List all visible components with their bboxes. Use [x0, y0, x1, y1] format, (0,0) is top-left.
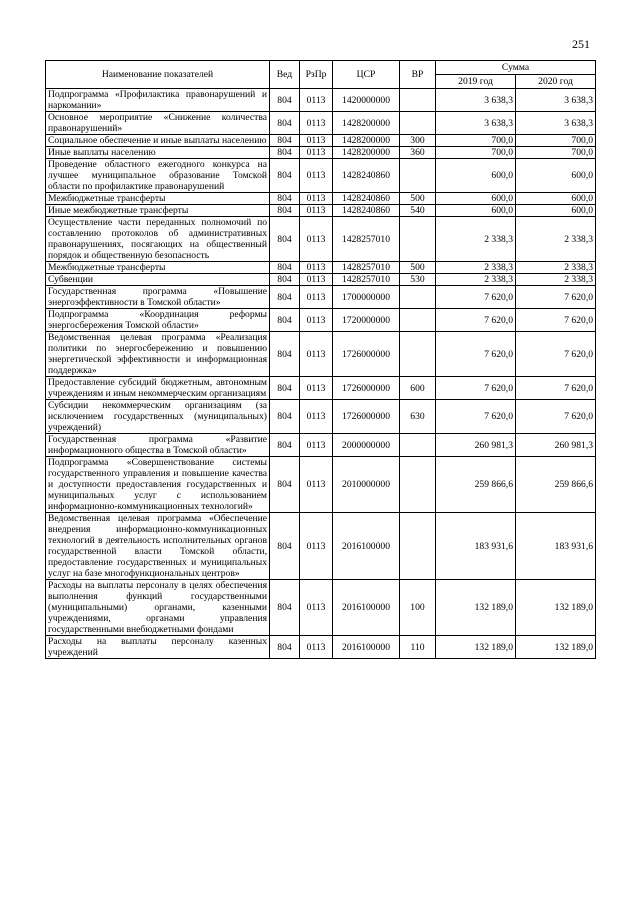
cell-sum-2019: 600,0: [436, 193, 516, 205]
cell-rzpr: 0113: [300, 135, 333, 147]
cell-csr: 1428240860: [333, 205, 400, 217]
cell-rzpr: 0113: [300, 274, 333, 286]
header-year-2019: 2019 год: [436, 75, 516, 89]
cell-rzpr: 0113: [300, 309, 333, 332]
cell-sum-2020: 600,0: [516, 193, 596, 205]
cell-ved: 804: [270, 205, 300, 217]
cell-sum-2020: 600,0: [516, 205, 596, 217]
cell-name: Иные межбюджетные трансферты: [46, 205, 270, 217]
cell-vr: [400, 513, 436, 580]
cell-ved: 804: [270, 580, 300, 636]
cell-sum-2019: 2 338,3: [436, 262, 516, 274]
cell-name: Расходы на выплаты персоналу в целях обеспечения выполнения функций государственными (муниципальными) органами, казенными учреждениями, органами управления государственными внебюджетными фондами: [46, 580, 270, 636]
cell-name: Осуществление части переданных полномочий по составлению протоколов об административных правонарушениях, посягающих на общественный порядок и общественную безопасность: [46, 217, 270, 262]
header-csr: ЦСР: [333, 61, 400, 89]
cell-vr: [400, 89, 436, 112]
cell-vr: 500: [400, 262, 436, 274]
cell-csr: 1428257010: [333, 274, 400, 286]
cell-sum-2019: 132 189,0: [436, 580, 516, 636]
cell-sum-2020: 600,0: [516, 159, 596, 193]
cell-csr: 1726000000: [333, 400, 400, 434]
cell-sum-2019: 600,0: [436, 159, 516, 193]
cell-ved: 804: [270, 309, 300, 332]
cell-sum-2020: 183 931,6: [516, 513, 596, 580]
cell-sum-2020: 700,0: [516, 147, 596, 159]
cell-name: Подпрограмма «Профилактика правонарушений и наркомании»: [46, 89, 270, 112]
cell-csr: 1428200000: [333, 112, 400, 135]
cell-vr: [400, 159, 436, 193]
cell-vr: 110: [400, 636, 436, 659]
table-row: [46, 274, 596, 286]
cell-sum-2020: 7 620,0: [516, 286, 596, 309]
cell-vr: [400, 217, 436, 262]
cell-sum-2020: 7 620,0: [516, 332, 596, 377]
cell-rzpr: 0113: [300, 513, 333, 580]
cell-name: Подпрограмма «Совершенствование системы государственного управления и повышение качества и доступности предоставления государственных и муниципальных услуг с использованием информационно-коммуникационных технологий»: [46, 457, 270, 513]
cell-csr: 1428240860: [333, 159, 400, 193]
cell-vr: 600: [400, 377, 436, 400]
cell-ved: 804: [270, 112, 300, 135]
cell-rzpr: 0113: [300, 332, 333, 377]
cell-rzpr: 0113: [300, 112, 333, 135]
cell-vr: [400, 309, 436, 332]
cell-ved: 804: [270, 193, 300, 205]
cell-sum-2019: 7 620,0: [436, 309, 516, 332]
cell-vr: [400, 286, 436, 309]
header-ved: Вед: [270, 61, 300, 89]
table-row: [46, 309, 596, 332]
table-row: [46, 159, 596, 193]
cell-name: Расходы на выплаты персоналу казенных учреждений: [46, 636, 270, 659]
cell-sum-2019: 3 638,3: [436, 112, 516, 135]
table-row: [46, 377, 596, 400]
cell-name: Социальное обеспечение и иные выплаты населению: [46, 135, 270, 147]
cell-rzpr: 0113: [300, 580, 333, 636]
cell-name: Иные выплаты населению: [46, 147, 270, 159]
cell-sum-2019: 3 638,3: [436, 89, 516, 112]
table-row: [46, 636, 596, 659]
cell-vr: 500: [400, 193, 436, 205]
cell-vr: 530: [400, 274, 436, 286]
cell-vr: [400, 434, 436, 457]
page-number: 251: [572, 37, 590, 51]
table-body: [46, 89, 596, 659]
cell-sum-2019: 600,0: [436, 205, 516, 217]
cell-name: Ведомственная целевая программа «Обеспечение внедрения информационно-коммуникационных технологий в деятельность исполнительных органов государственной власти Томской области, предоставление государственных и муниципальных услуг на базе многофункциональных центров»: [46, 513, 270, 580]
cell-sum-2019: 2 338,3: [436, 217, 516, 262]
cell-ved: 804: [270, 400, 300, 434]
table-row: [46, 332, 596, 377]
cell-name: Субсидии некоммерческим организациям (за исключением государственных (муниципальных) учреждений): [46, 400, 270, 434]
table-row: [46, 286, 596, 309]
cell-ved: 804: [270, 159, 300, 193]
cell-sum-2019: 7 620,0: [436, 332, 516, 377]
cell-sum-2020: 3 638,3: [516, 89, 596, 112]
cell-rzpr: 0113: [300, 159, 333, 193]
cell-vr: 630: [400, 400, 436, 434]
cell-csr: 2010000000: [333, 457, 400, 513]
cell-name: Проведение областного ежегодного конкурса на лучшее муниципальное образование Томской области по профилактике правонарушений: [46, 159, 270, 193]
cell-csr: 1428200000: [333, 135, 400, 147]
cell-sum-2020: 7 620,0: [516, 309, 596, 332]
cell-rzpr: 0113: [300, 377, 333, 400]
cell-csr: 1700000000: [333, 286, 400, 309]
cell-ved: 804: [270, 636, 300, 659]
cell-ved: 804: [270, 217, 300, 262]
header-sum: Сумма: [436, 61, 596, 75]
cell-rzpr: 0113: [300, 457, 333, 513]
cell-ved: 804: [270, 513, 300, 580]
cell-rzpr: 0113: [300, 434, 333, 457]
cell-sum-2020: 2 338,3: [516, 262, 596, 274]
cell-csr: 1428200000: [333, 147, 400, 159]
cell-vr: [400, 112, 436, 135]
cell-csr: 2016100000: [333, 580, 400, 636]
cell-sum-2020: 2 338,3: [516, 274, 596, 286]
cell-sum-2020: 132 189,0: [516, 580, 596, 636]
table-row: [46, 89, 596, 112]
cell-rzpr: 0113: [300, 262, 333, 274]
cell-vr: [400, 457, 436, 513]
cell-sum-2020: 259 866,6: [516, 457, 596, 513]
table-row: [46, 400, 596, 434]
cell-sum-2019: 7 620,0: [436, 286, 516, 309]
table-row: [46, 457, 596, 513]
cell-vr: 540: [400, 205, 436, 217]
header-rzpr: РзПр: [300, 61, 333, 89]
cell-sum-2019: 7 620,0: [436, 377, 516, 400]
cell-sum-2019: 132 189,0: [436, 636, 516, 659]
cell-ved: 804: [270, 434, 300, 457]
cell-sum-2019: 2 338,3: [436, 274, 516, 286]
cell-vr: 300: [400, 135, 436, 147]
table-row: [46, 434, 596, 457]
cell-vr: [400, 332, 436, 377]
cell-csr: 1720000000: [333, 309, 400, 332]
cell-rzpr: 0113: [300, 636, 333, 659]
cell-ved: 804: [270, 262, 300, 274]
table-row: [46, 112, 596, 135]
cell-sum-2019: 183 931,6: [436, 513, 516, 580]
cell-rzpr: 0113: [300, 89, 333, 112]
table-row: [46, 205, 596, 217]
budget-table: [45, 60, 596, 659]
cell-rzpr: 0113: [300, 147, 333, 159]
cell-sum-2019: 260 981,3: [436, 434, 516, 457]
cell-sum-2020: 260 981,3: [516, 434, 596, 457]
cell-vr: 100: [400, 580, 436, 636]
cell-ved: 804: [270, 457, 300, 513]
header-year-2020: 2020 год: [516, 75, 596, 89]
cell-rzpr: 0113: [300, 205, 333, 217]
cell-csr: 2016100000: [333, 636, 400, 659]
cell-name: Межбюджетные трансферты: [46, 262, 270, 274]
cell-rzpr: 0113: [300, 217, 333, 262]
cell-csr: 2016100000: [333, 513, 400, 580]
cell-sum-2019: 700,0: [436, 135, 516, 147]
cell-sum-2020: 3 638,3: [516, 112, 596, 135]
table-row: [46, 135, 596, 147]
cell-rzpr: 0113: [300, 400, 333, 434]
cell-csr: 1420000000: [333, 89, 400, 112]
table-row: [46, 262, 596, 274]
cell-name: Межбюджетные трансферты: [46, 193, 270, 205]
cell-sum-2020: 2 338,3: [516, 217, 596, 262]
cell-ved: 804: [270, 135, 300, 147]
cell-csr: 1428257010: [333, 262, 400, 274]
cell-ved: 804: [270, 89, 300, 112]
cell-name: Субвенции: [46, 274, 270, 286]
cell-rzpr: 0113: [300, 193, 333, 205]
cell-ved: 804: [270, 147, 300, 159]
cell-sum-2019: 7 620,0: [436, 400, 516, 434]
cell-name: Подпрограмма «Координация реформы энергосбережения Томской области»: [46, 309, 270, 332]
cell-name: Предоставление субсидий бюджетным, автономным учреждениям и иным некоммерческим организациям: [46, 377, 270, 400]
cell-name: Государственная программа «Повышение энергоэффективности в Томской области»: [46, 286, 270, 309]
cell-csr: 2000000000: [333, 434, 400, 457]
table-row: [46, 513, 596, 580]
cell-csr: 1726000000: [333, 377, 400, 400]
table-row: [46, 580, 596, 636]
cell-ved: 804: [270, 332, 300, 377]
cell-sum-2020: 7 620,0: [516, 400, 596, 434]
cell-vr: 360: [400, 147, 436, 159]
cell-sum-2020: 7 620,0: [516, 377, 596, 400]
cell-csr: 1428257010: [333, 217, 400, 262]
cell-ved: 804: [270, 377, 300, 400]
cell-ved: 804: [270, 286, 300, 309]
header-vr: ВР: [400, 61, 436, 89]
table-row: [46, 217, 596, 262]
cell-csr: 1726000000: [333, 332, 400, 377]
cell-rzpr: 0113: [300, 286, 333, 309]
cell-name: Ведомственная целевая программа «Реализация политики по энергосбережению и повышению энергетической эффективности и информационная поддержка»: [46, 332, 270, 377]
cell-name: Основное мероприятие «Снижение количества правонарушений»: [46, 112, 270, 135]
table-row: [46, 193, 596, 205]
cell-sum-2019: 700,0: [436, 147, 516, 159]
cell-ved: 804: [270, 274, 300, 286]
cell-sum-2020: 700,0: [516, 135, 596, 147]
cell-sum-2019: 259 866,6: [436, 457, 516, 513]
header-name: Наименование показателей: [46, 61, 270, 89]
cell-sum-2020: 132 189,0: [516, 636, 596, 659]
cell-csr: 1428240860: [333, 193, 400, 205]
cell-name: Государственная программа «Развитие информационного общества в Томской области»: [46, 434, 270, 457]
table-row: [46, 147, 596, 159]
